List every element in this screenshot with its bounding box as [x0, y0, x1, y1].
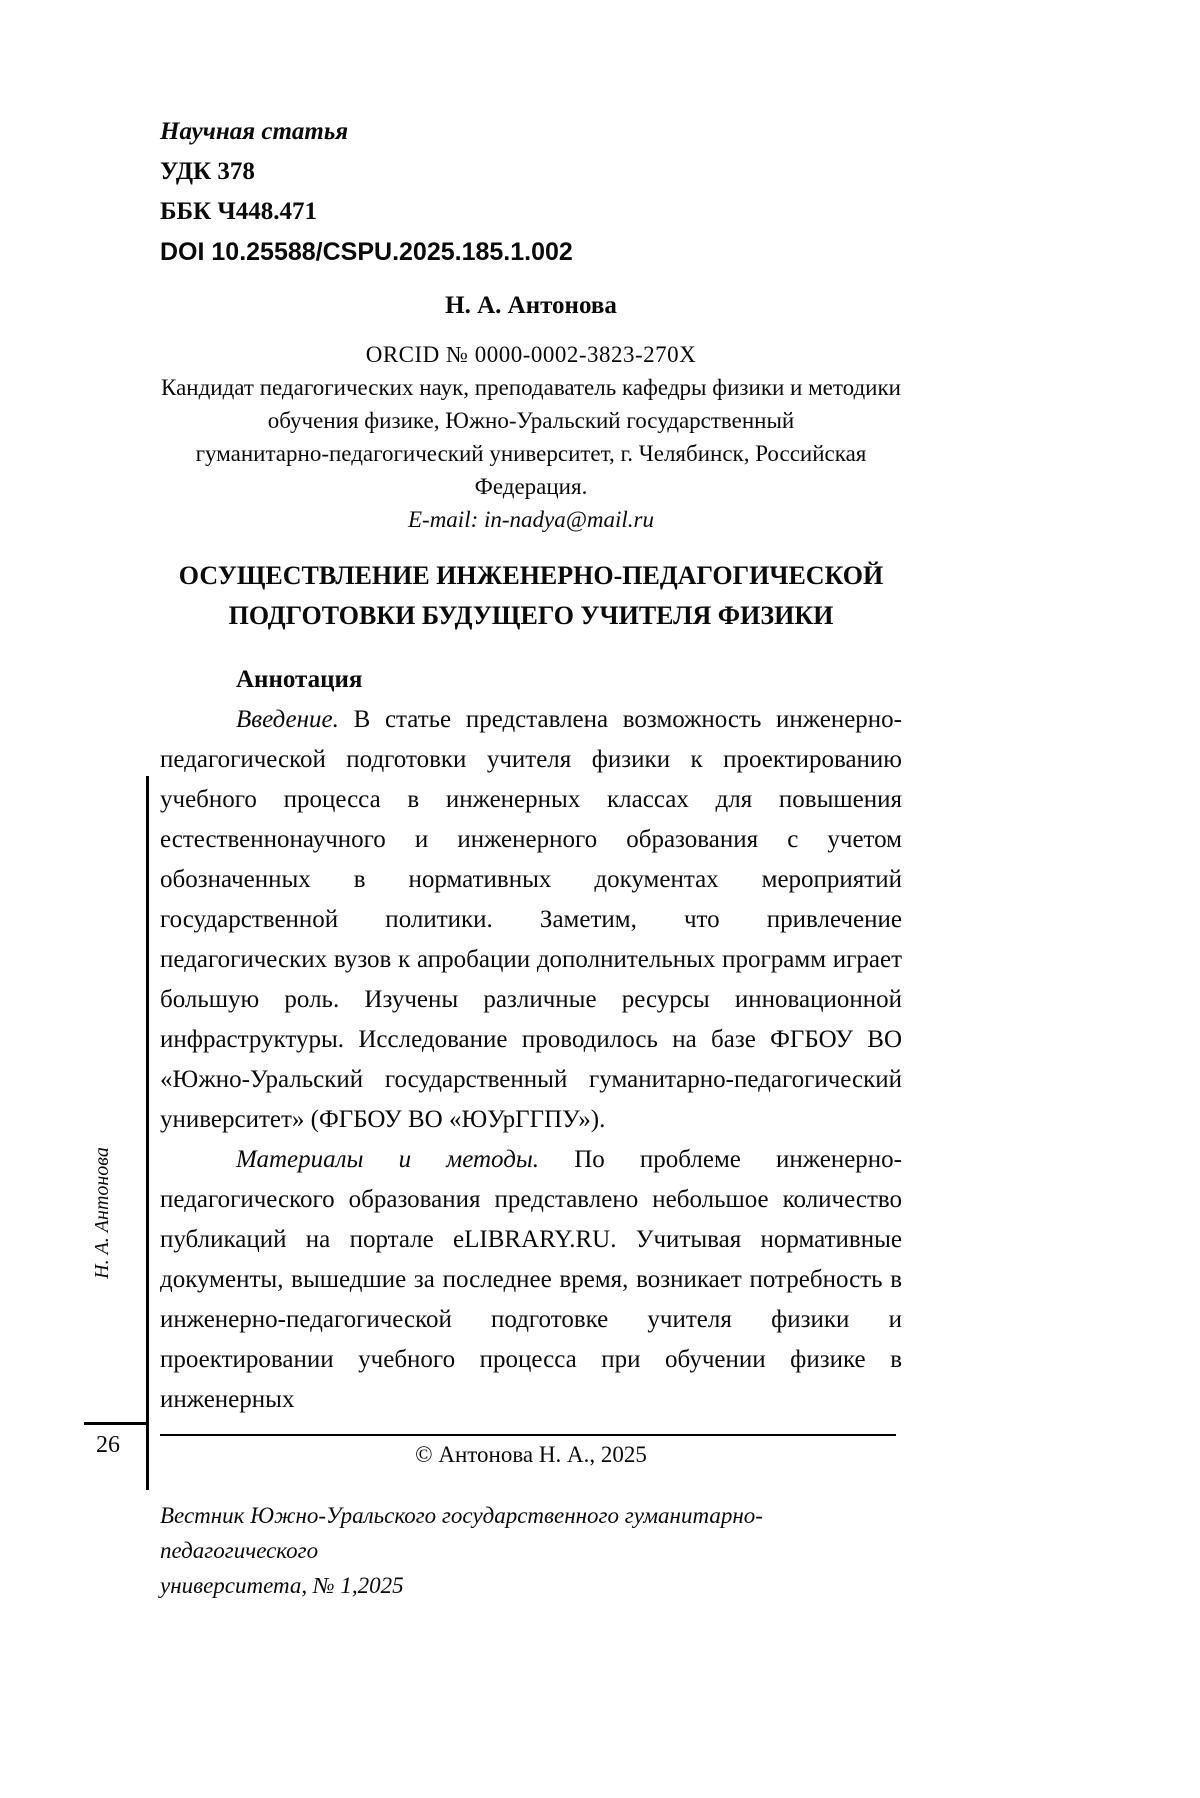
copyright-line: © Антонова Н. А., 2025 — [415, 1442, 647, 1467]
footnote-separator — [160, 1434, 896, 1436]
author-email: E-mail: in-nadya@mail.ru — [407, 507, 654, 532]
article-type-label: Научная статья — [160, 118, 349, 145]
paragraph-text: В статье представлена возможность инженерно-педагогической подготовки учителя физики к проектированию учебного процесса в инженерных классах для повышения естественнонаучного и инженерного образования с учетом обозначенных в нормативных документах мероприятий государственной политики. Заметим, что привлечение педагогических вузов к апробации дополнительных программ играет большую роль. Изучены различные ресурсы инновационной инфраструктуры. Исследование проводилось на базе ФГБОУ ВО «Южно-Уральский государственный гуманитарно-педагогический университет» (ФГБОУ ВО «ЮУрГГПУ»). — [160, 706, 903, 1133]
author-orcid: ORCID № 0000-0002-3823-270X — [365, 342, 697, 367]
author-affiliation-line: обучения физике, Южно-Уральский государственный — [267, 408, 795, 433]
sidebar-vertical-rule — [146, 776, 149, 1490]
doi-code: DOI 10.25588/CSPU.2025.185.1.002 — [160, 238, 573, 266]
journal-footer-line: университета, № 1,2025 — [160, 1573, 404, 1598]
udk-code: УДК 378 — [160, 158, 255, 185]
journal-footer — [160, 1498, 902, 1603]
abstract-paragraph-introduction — [160, 700, 902, 1140]
author-name: Н. А. Антонова — [445, 292, 617, 319]
paragraph-lead: Материалы и методы. — [236, 1146, 540, 1173]
author-affiliation-line: Кандидат педагогических наук, преподаватель кафедры физики и методики — [161, 375, 901, 400]
sidebar-author-vertical: Н. А. Антонова — [91, 1147, 113, 1279]
bbk-code: ББК Ч448.471 — [160, 198, 318, 225]
abstract-heading: Аннотация — [236, 666, 363, 693]
article-title-line: ОСУЩЕСТВЛЕНИЕ ИНЖЕНЕРНО-ПЕДАГОГИЧЕСКОЙ — [178, 561, 884, 590]
article-title — [160, 556, 902, 636]
author-affiliation-line: гуманитарно-педагогический университет, г. Челябинск, Российская Федерация. — [195, 441, 867, 499]
paragraph-text: По проблеме инженерно-педагогического образования представлено небольшое количество публикаций на портале eLIBRARY.RU. Учитывая нормативные документы, вышедшие за последнее время, возникает потребность в инженерно-педагогической подготовке учителя физики и проектировании учебного процесса при обучении физике в инженерных — [160, 1146, 903, 1413]
page-number: 26 — [96, 1432, 120, 1458]
article-content — [160, 112, 902, 1603]
journal-footer-line: Вестник Южно-Уральского государственного гуманитарно-педагогического — [160, 1503, 763, 1563]
article-title-line: ПОДГОТОВКИ БУДУЩЕГО УЧИТЕЛЯ ФИЗИКИ — [228, 601, 834, 630]
paragraph-lead: Введение. — [236, 706, 339, 733]
page-number-rule — [84, 1422, 146, 1425]
abstract-paragraph-methods — [160, 1140, 902, 1420]
